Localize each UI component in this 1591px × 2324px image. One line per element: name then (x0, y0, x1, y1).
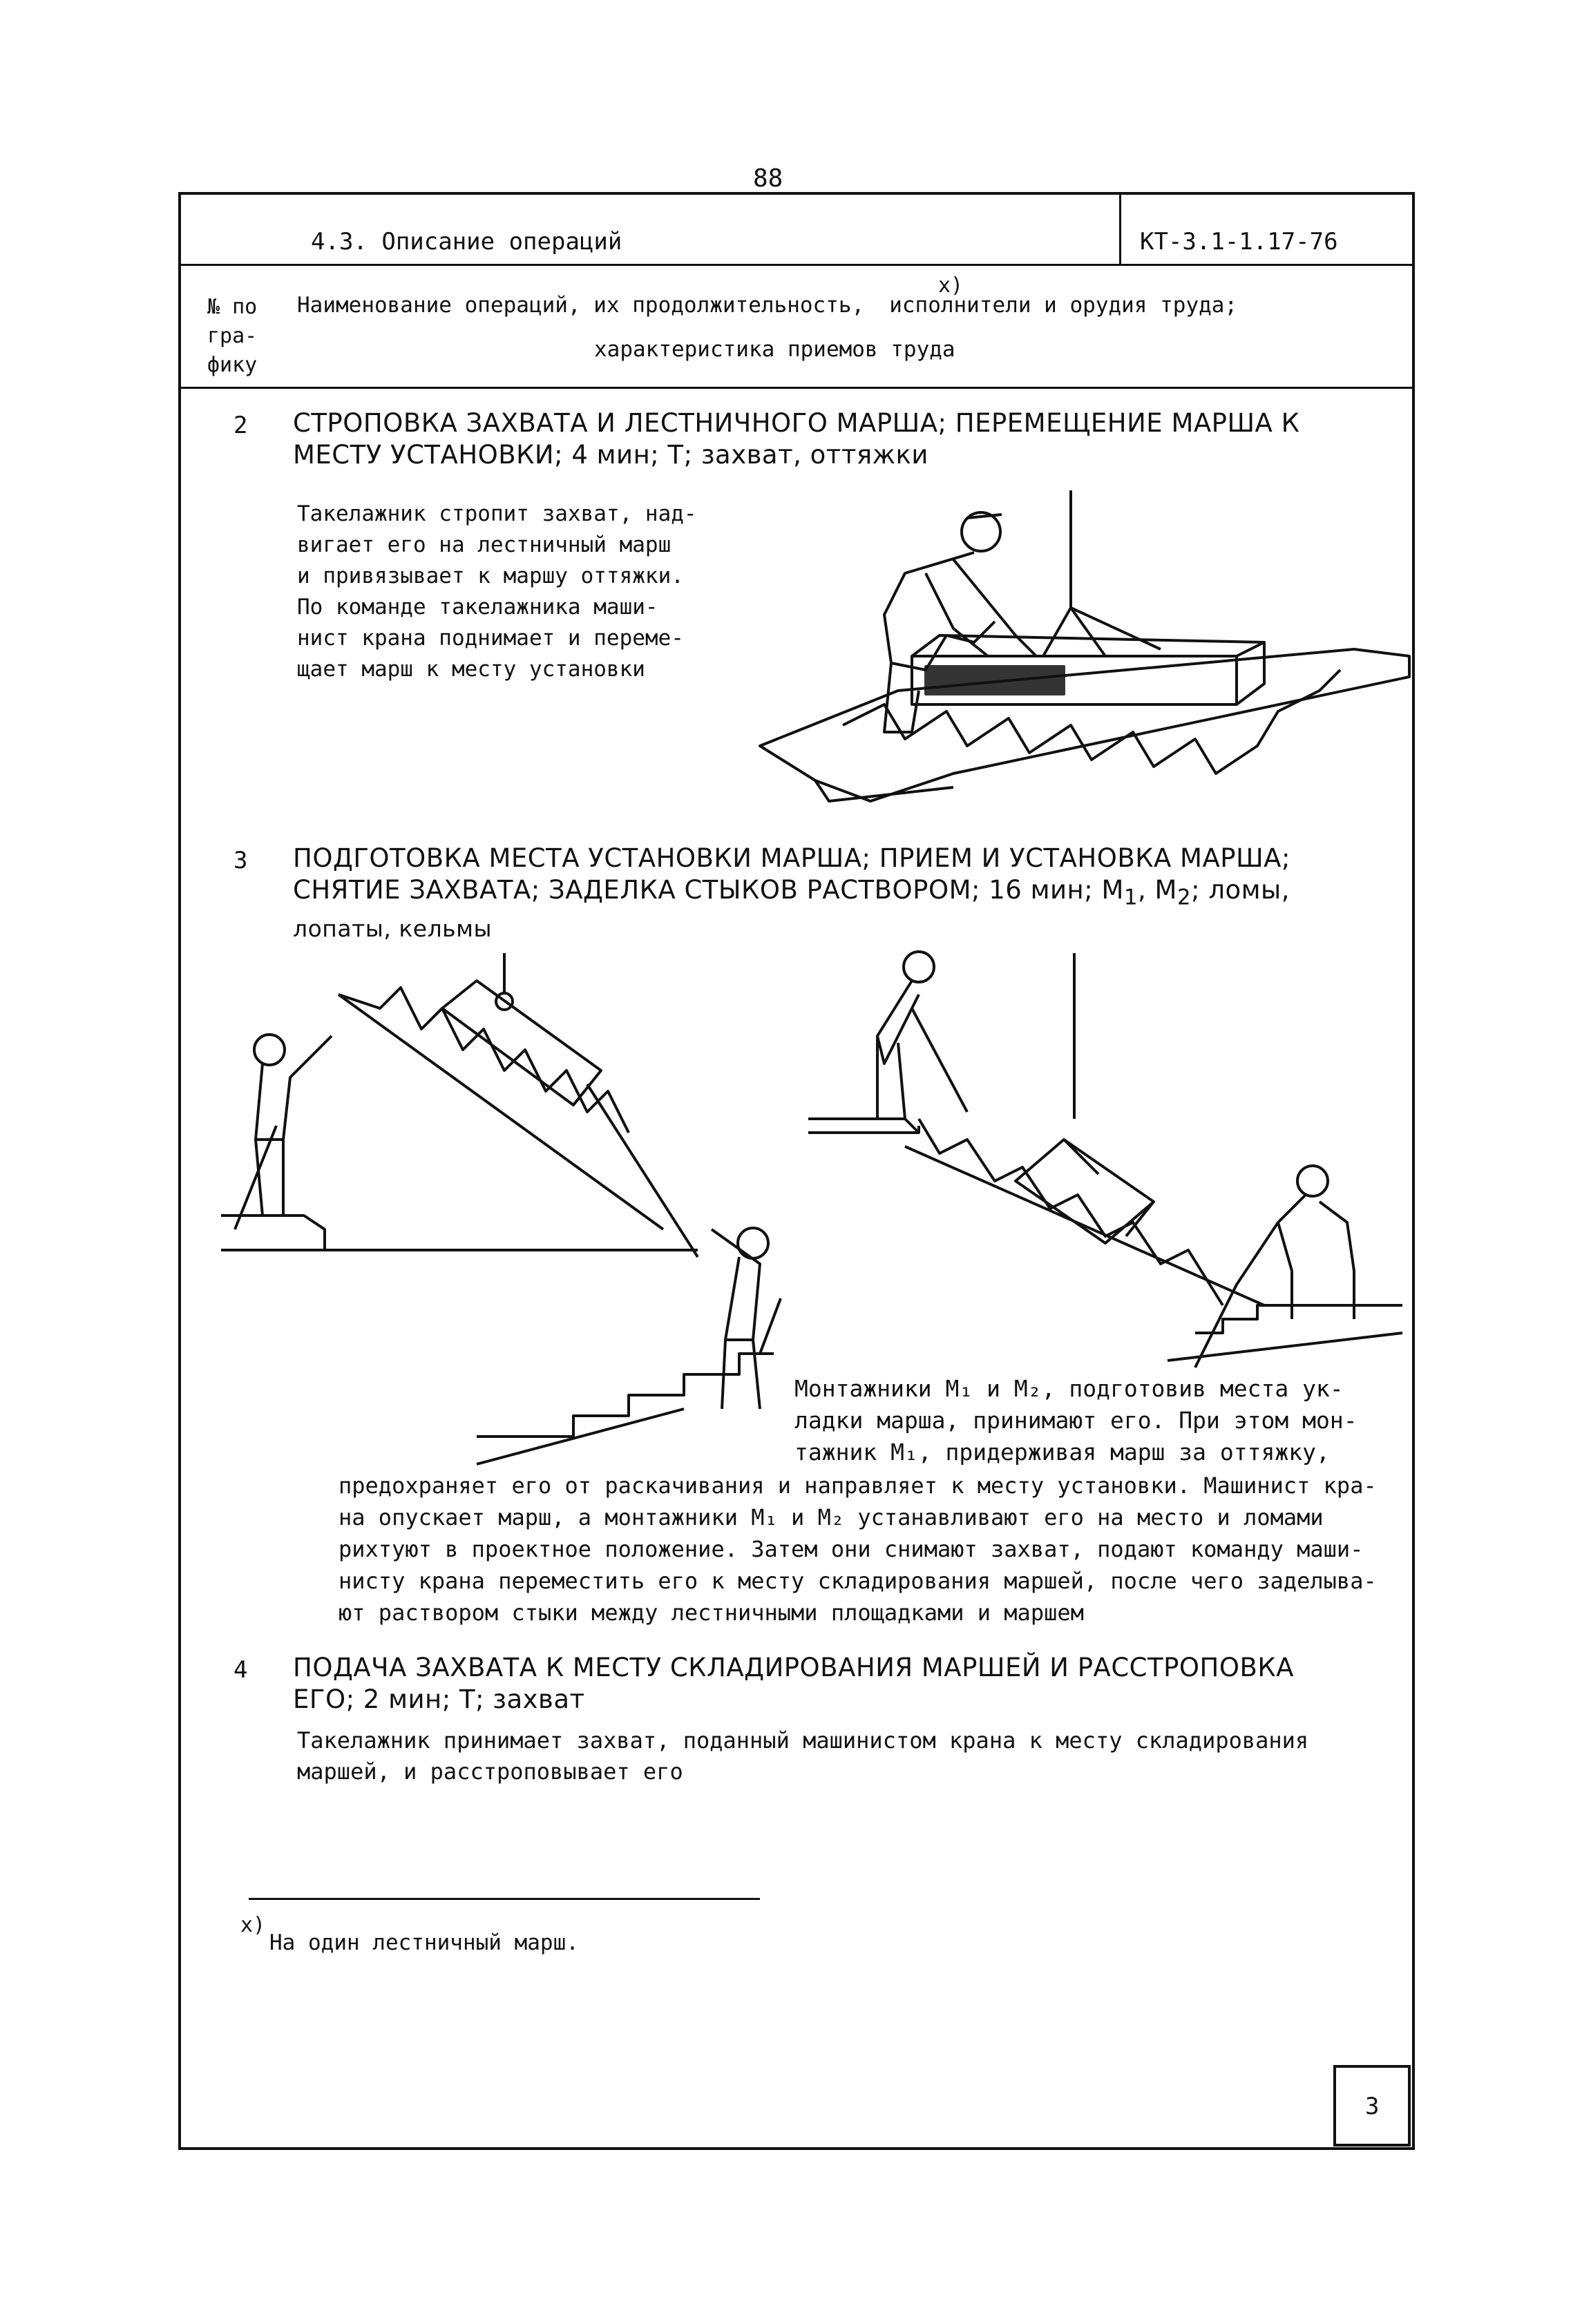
operation-number: 2 (234, 412, 248, 439)
operation-title: СТРОПОВКА ЗАХВАТА И ЛЕСТНИЧНОГО МАРША; ПЕРЕМЕЩЕНИЕ МАРША К МЕСТУ УСТАНОВКИ; 4 мин; Т; захват, оттяжки (293, 408, 1300, 470)
column-header-divider (178, 387, 1415, 389)
document-code: КТ-3.1-1.17-76 (1140, 228, 1338, 256)
footnote-text: На один лестничный марш. (269, 1930, 579, 1955)
header-column-divider (1119, 192, 1121, 265)
footnote-rule (249, 1898, 760, 1900)
header-divider (178, 264, 1415, 266)
column-header-name: Наименование операций, их продолжительность, исполнители и орудия труда; (297, 293, 1238, 318)
page-number: 88 (753, 164, 783, 193)
operation-description: предохраняет его от раскачивания и направляет к месту установки. Машинист кра- на опускает марш, а монтажники М₁ и М₂ устанавливают его на место и ломами рихтуют в проектное положение. Затем они снимают захват, подают команду маши- нисту крана переместить его к месту складирования маршей, после чего заделыва- ют раствором стыки между лестничными площадками и маршем (339, 1472, 1377, 1626)
operation-title: ПОДГОТОВКА МЕСТА УСТАНОВКИ МАРША; ПРИЕМ И УСТАНОВКА МАРША; СНЯТИЕ ЗАХВАТА; ЗАДЕЛКА СТЫКОВ РАСТВОРОМ; 16 мин; $М_1$, $М_2$; ломы, лопаты, кельмы (293, 843, 1290, 943)
operation-side-description: Монтажники М₁ и М₂, подготовив места ук- ладки марша, принимают его. При этом мон- тажник М₁, придерживая марш за оттяжку, (794, 1375, 1357, 1466)
column-header-footnote-mark: x) (938, 273, 964, 298)
operation-title: ПОДАЧА ЗАХВАТА К МЕСТУ СКЛАДИРОВАНИЯ МАРШЕЙ И РАССТРОПОВКА ЕГО; 2 мин; Т; захват (293, 1653, 1294, 1714)
operation-number: 3 (234, 847, 248, 874)
installation-illustration-right (808, 946, 1402, 1374)
installation-illustration-left (214, 953, 781, 1519)
column-header-number: № по гра- фику (207, 295, 258, 377)
operation-description: Такелажник принимает захват, поданный машинистом крана к месту складирования маршей, и расстроповывает его (297, 1727, 1309, 1785)
column-header-characteristics: характеристика приемов труда (594, 337, 955, 362)
corner-number: 3 (1365, 2093, 1380, 2120)
footnote-mark: x) (240, 1913, 266, 1937)
operation-number: 4 (234, 1656, 248, 1684)
section-title: 4.3. Описание операций (311, 228, 622, 256)
rigging-illustration (746, 483, 1409, 843)
operation-description: Такелажник стропит захват, над- вигает его на лестничный марш и привязывает к маршу оттяжки. По команде такелажника маши- нист крана поднимает и переме- щает марш к месту установки (297, 501, 697, 682)
